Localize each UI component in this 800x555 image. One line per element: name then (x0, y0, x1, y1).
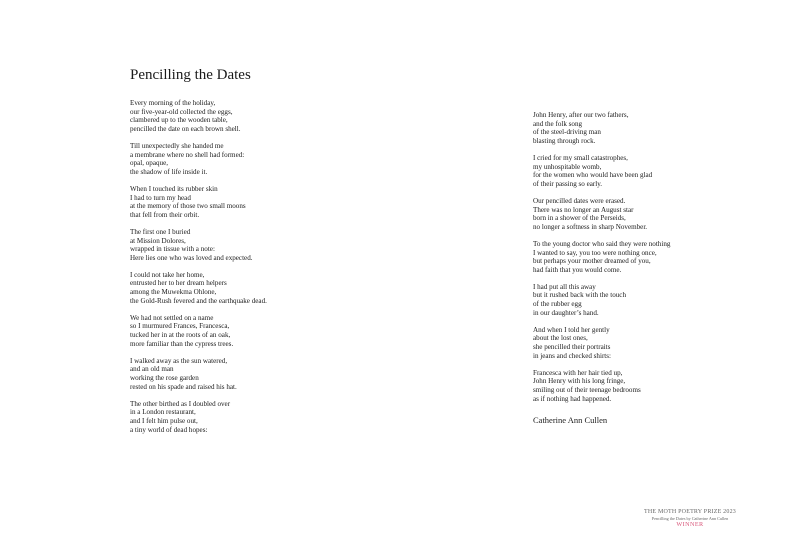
right-stanzas-container (533, 111, 733, 403)
poem-line: so I murmured Frances, Francesca, (130, 322, 230, 331)
poem-line: and I felt him pulse out, (130, 416, 198, 425)
poem-line: as if nothing had happened. (533, 394, 612, 403)
poem-line: blasting through rock. (533, 136, 596, 145)
poem-line: I cried for my small catastrophes, (533, 153, 628, 162)
poem-line: in jeans and checked shirts: (533, 351, 612, 360)
poem-line: Our pencilled dates were erased. (533, 196, 626, 205)
poem-line: I had to turn my head (130, 193, 191, 202)
poem-line: pencilled the date on each brown shell. (130, 124, 241, 133)
poem-line: rested on his spade and raised his hat. (130, 382, 237, 391)
award-label: WINNER (676, 521, 704, 528)
poem-line: There was no longer an August star (533, 205, 634, 214)
poem-line: my unhospitable womb, (533, 162, 602, 171)
poem-line: I wanted to say, you too were nothing once, (533, 248, 657, 257)
poem-line: To the young doctor who said they were nothing (533, 239, 671, 248)
poem-line: I could not take her home, (130, 270, 205, 279)
poem-line: and an old man (130, 365, 174, 374)
poem-line: that fell from their orbit. (130, 210, 200, 219)
poem-line: We had not settled on a name (130, 313, 214, 322)
poem-line: opal, opaque, (130, 159, 169, 168)
poem-title: Pencilling the Dates (130, 67, 251, 83)
poem-line: entrusted her to her dream helpers (130, 279, 227, 288)
poem-line: had faith that you would come. (533, 265, 622, 274)
poem-line: Francesca with her hair tied up, (533, 368, 623, 377)
poem-line: for the women who would have been glad (533, 171, 653, 180)
poem-line: of the steel-driving man (533, 128, 601, 137)
poem-line: the Gold-Rush fevered and the earthquake dead. (130, 296, 267, 305)
stanza (533, 197, 733, 231)
stanza (130, 314, 380, 348)
poem-line: born in a shower of the Perseids, (533, 214, 626, 223)
poem-line: but it rushed back with the touch (533, 291, 626, 300)
poem-column-right (533, 111, 733, 425)
poem-line: a tiny world of dead hopes: (130, 425, 208, 434)
poem-line: I had put all this away (533, 282, 596, 291)
stanza (130, 271, 380, 305)
poem-line: about the lost ones, (533, 334, 588, 343)
stanza (533, 369, 733, 403)
stanza (533, 240, 733, 274)
stanza (130, 142, 380, 176)
prize-footer (636, 509, 744, 529)
poem-line: the shadow of life inside it. (130, 167, 208, 176)
poem-line: smiling out of their teenage bedrooms (533, 386, 641, 394)
prize-credit: Pencilling the Dates by Catherine Ann Cullen (651, 516, 729, 521)
poem-line: working the rose garden (130, 374, 199, 382)
poem-line: The first one I buried (130, 227, 191, 236)
poem-line: Till unexpectedly she handed me (130, 141, 224, 150)
stanza (533, 283, 733, 317)
poem-column-left (130, 99, 380, 443)
poem-line: but perhaps your mother dreamed of you, (533, 257, 651, 266)
poem-line: John Henry with his long fringe, (533, 377, 626, 386)
stanza (533, 154, 733, 188)
poem-line: more familiar than the cypress trees. (130, 339, 234, 348)
poem-line: in our daughter’s hand. (533, 308, 599, 317)
poem-line: Here lies one who was loved and expected. (130, 253, 253, 262)
poem-line: at the memory of those two small moons (130, 202, 246, 211)
poem-line: Every morning of the holiday, (130, 99, 216, 107)
poem-author: Catherine Ann Cullen (533, 415, 608, 426)
poem-line: I walked away as the sun watered, (130, 356, 228, 365)
poem-line: a membrane where no shell had formed: (130, 150, 245, 159)
stanza (130, 357, 380, 391)
poem-line: When I touched its rubber skin (130, 184, 218, 193)
poem-line: tucked her in at the roots of an oak, (130, 331, 231, 340)
stanza (130, 185, 380, 219)
poem-line: our five-year-old collected the eggs, (130, 107, 233, 116)
poem-line: wrapped in tissue with a note: (130, 245, 215, 254)
poem-line: no longer a softness in sharp November. (533, 222, 648, 231)
poem-line: of the rubber egg (533, 300, 582, 309)
poem-line: of their passing so early. (533, 179, 603, 188)
poem-line: in a London restaurant, (130, 408, 196, 417)
poem-line: And when I told her gently (533, 325, 610, 334)
stanza (533, 326, 733, 360)
stanza (130, 99, 380, 133)
stanza (130, 400, 380, 434)
stanza (130, 228, 380, 262)
prize-name: THE MOTH POETRY PRIZE 2023 (644, 509, 736, 515)
poem-line: clambered up to the wooden table, (130, 116, 228, 125)
poem-line: at Mission Dolores, (130, 236, 186, 245)
poem-line: and the folk song (533, 119, 583, 128)
poem-line: she pencilled their portraits (533, 343, 611, 352)
stanza (533, 111, 733, 145)
poem-line: John Henry, after our two fathers, (533, 111, 629, 119)
poem-line: among the Muwekma Ohlone, (130, 288, 217, 297)
poem-line: The other birthed as I doubled over (130, 399, 231, 408)
